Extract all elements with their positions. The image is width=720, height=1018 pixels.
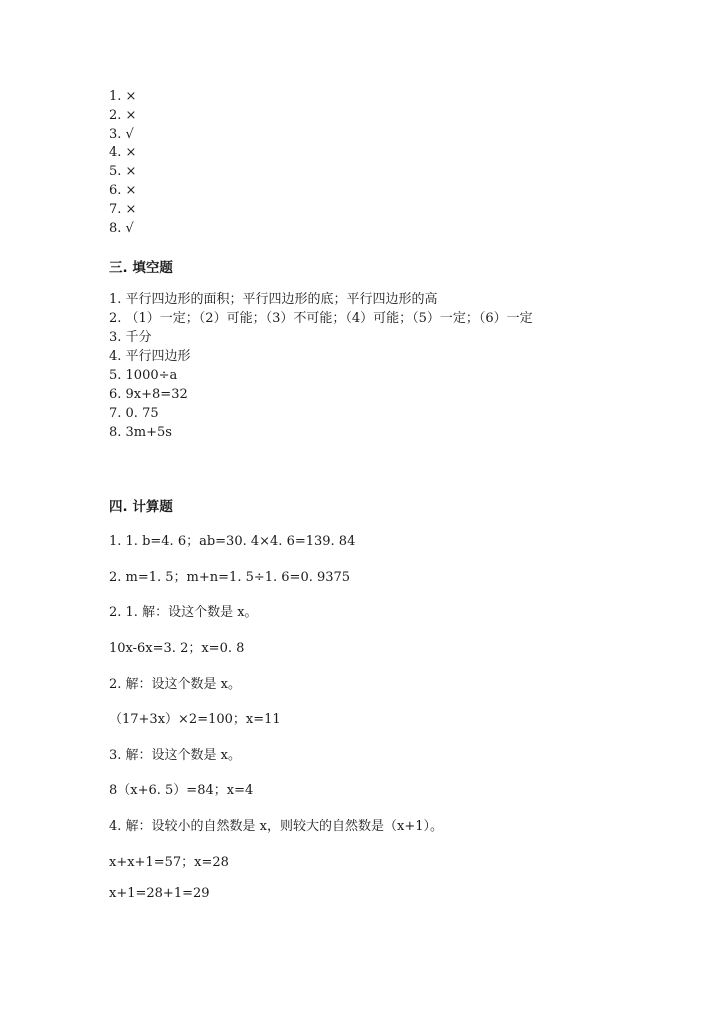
section-heading-calculation: 四. 计算题 [109, 499, 173, 515]
calc-line: 1. 1. b=4. 6；ab=30. 4×4. 6=139. 84 [109, 534, 356, 549]
answer-line: 6. 9x+8=32 [109, 387, 188, 402]
calc-line: 2. 1. 解：设这个数是 x。 [109, 605, 258, 620]
answer-line: 7. × [109, 201, 137, 217]
answer-line: 3. √ [109, 126, 134, 142]
calc-line: 10x-6x=3. 2；x=0. 8 [109, 641, 245, 656]
calc-line: 3. 解：设这个数是 x。 [109, 748, 241, 763]
fill-blank-answers [109, 290, 533, 442]
calc-line: 8（x+6. 5）=84；x=4 [109, 783, 254, 798]
calc-line: 2. 解：设这个数是 x。 [109, 677, 241, 692]
calc-line: 4. 解：设较小的自然数是 x，则较大的自然数是（x+1）。 [109, 819, 443, 834]
calc-line: x+x+1=57；x=28 [109, 855, 229, 870]
answer-line: 8. √ [109, 220, 134, 236]
true-false-answers [109, 88, 136, 238]
answer-line: 3. 千分 [109, 330, 152, 345]
answer-line: 1. × [109, 89, 137, 104]
answer-line: 1. 平行四边形的面积；平行四边形的底；平行四边形的高 [109, 292, 438, 307]
calc-line: x+1=28+1=29 [109, 886, 210, 901]
answer-line: 2. × [109, 107, 137, 123]
calc-line: （17+3x）×2=100；x=11 [109, 712, 281, 727]
answer-line: 8. 3m+5s [109, 425, 172, 440]
answer-line: 2. （1）一定；（2）可能；（3）不可能；（4）可能；（5）一定；（6）一定 [109, 311, 533, 326]
calc-line: 2. m=1. 5；m+n=1. 5÷1. 6=0. 9375 [109, 570, 351, 585]
section-heading-fill-blank: 三. 填空题 [109, 260, 173, 276]
answer-line: 5. 1000÷a [109, 368, 178, 383]
answer-line: 7. 0. 75 [109, 406, 159, 421]
answer-line: 4. × [109, 145, 137, 161]
answer-line: 5. × [109, 164, 137, 180]
answer-line: 6. × [109, 182, 137, 198]
answer-line: 4. 平行四边形 [109, 349, 191, 364]
